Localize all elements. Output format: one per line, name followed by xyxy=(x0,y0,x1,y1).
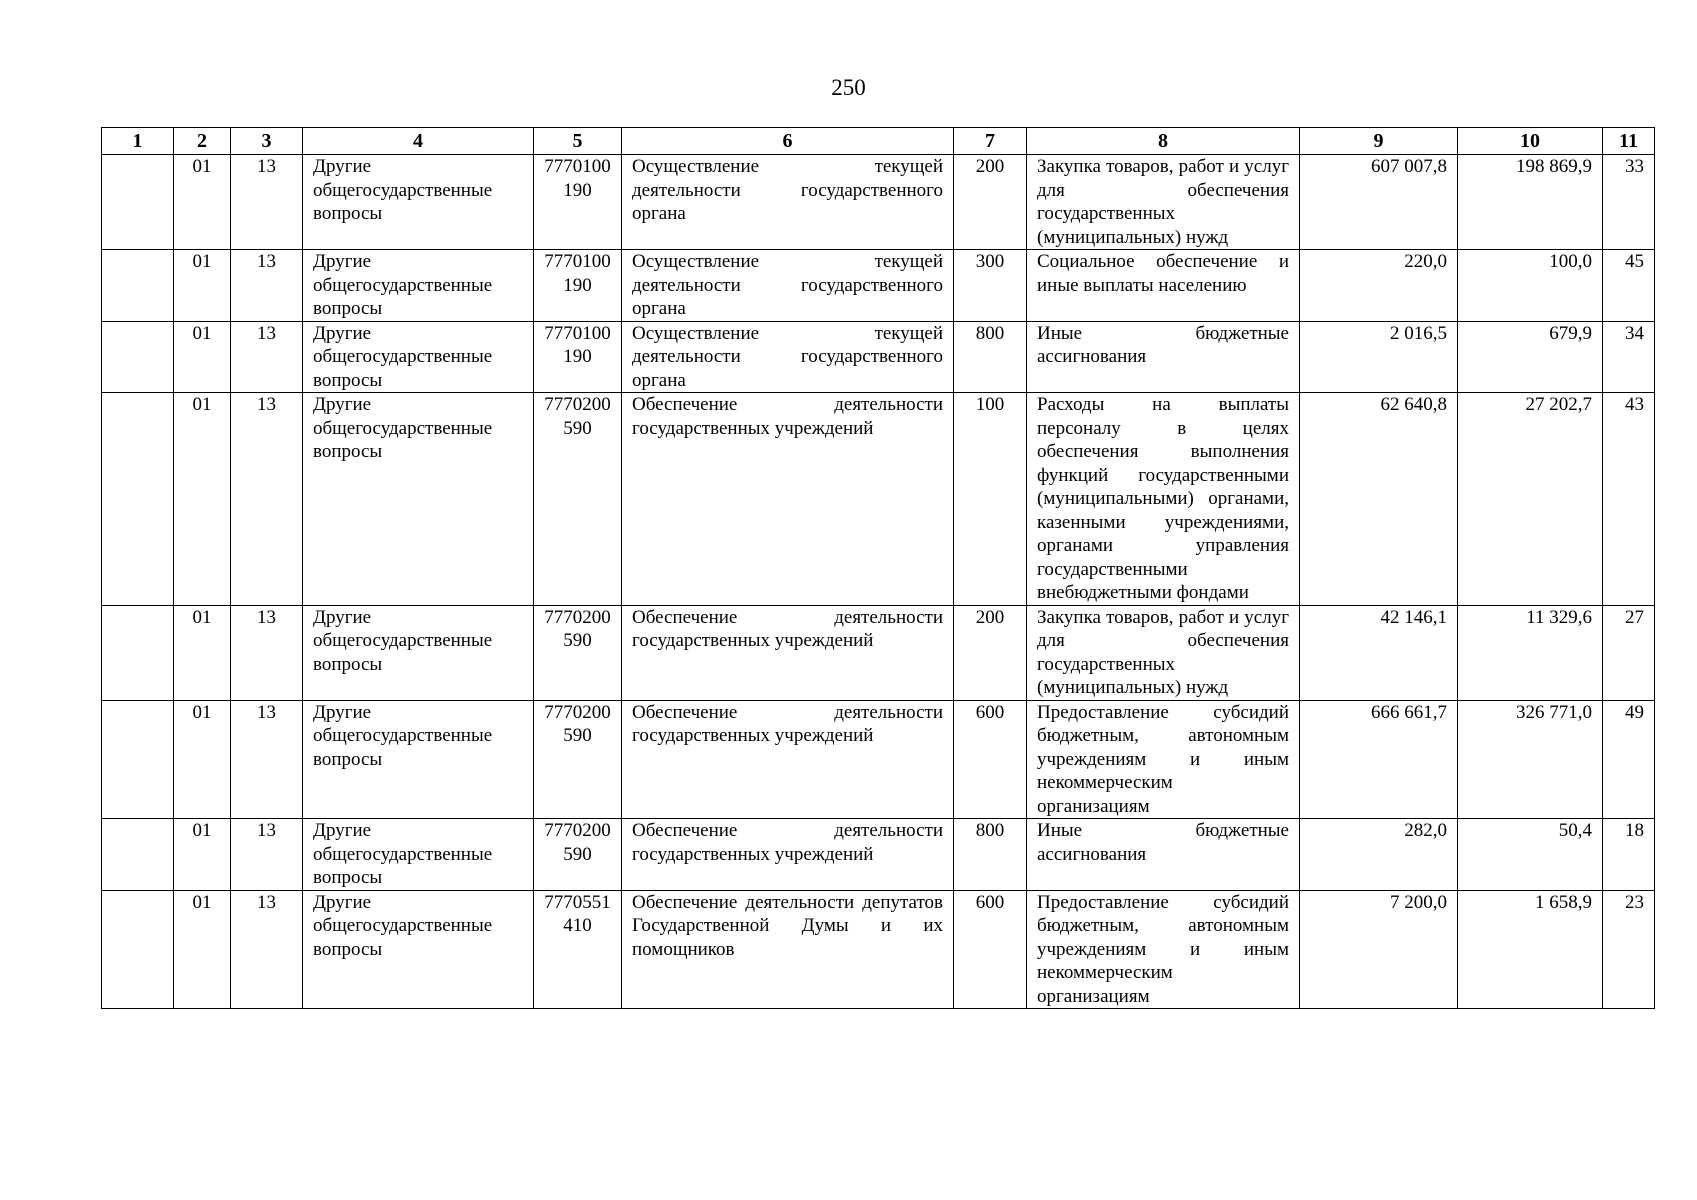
col-header-8: 8 xyxy=(1027,128,1300,155)
cell-expense-type-name: Закупка товаров, работ и услуг для обеспечения государственных (муниципальных) нужд xyxy=(1027,155,1300,250)
cell-executed-amount: 100,0 xyxy=(1458,250,1603,322)
cell-subsection: 13 xyxy=(231,819,303,891)
header-row xyxy=(102,128,1655,155)
cell-subsection: 13 xyxy=(231,700,303,819)
cell-target-article: 7770551410 xyxy=(534,890,622,1009)
cell-target-article: 7770100190 xyxy=(534,250,622,322)
cell-target-article: 7770200590 xyxy=(534,393,622,606)
table-row xyxy=(102,700,1655,819)
table-row xyxy=(102,819,1655,891)
cell-subsection-name: Другие общегосударственные вопросы xyxy=(303,321,534,393)
cell-planned-amount: 607 007,8 xyxy=(1300,155,1458,250)
cell-target-article: 7770200590 xyxy=(534,819,622,891)
cell-executed-amount: 27 202,7 xyxy=(1458,393,1603,606)
cell-target-article: 7770200590 xyxy=(534,700,622,819)
cell-article-name: Обеспечение деятельности государственных учреждений xyxy=(622,393,954,606)
cell-subsection-name: Другие общегосударственные вопросы xyxy=(303,819,534,891)
cell-subsection-name: Другие общегосударственные вопросы xyxy=(303,250,534,322)
cell-subsection-name: Другие общегосударственные вопросы xyxy=(303,155,534,250)
col-header-9: 9 xyxy=(1300,128,1458,155)
cell-article-name: Осуществление текущей деятельности государственного органа xyxy=(622,321,954,393)
cell-col1 xyxy=(102,250,174,322)
cell-expense-type-name: Иные бюджетные ассигнования xyxy=(1027,321,1300,393)
cell-section: 01 xyxy=(174,155,231,250)
budget-table xyxy=(101,127,1655,1009)
cell-expense-type-name: Предоставление субсидий бюджетным, автономным учреждениям и иным некоммерческим организациям xyxy=(1027,700,1300,819)
cell-expense-type: 200 xyxy=(954,605,1027,700)
cell-percent: 33 xyxy=(1603,155,1655,250)
cell-article-name: Осуществление текущей деятельности государственного органа xyxy=(622,155,954,250)
cell-percent: 49 xyxy=(1603,700,1655,819)
cell-percent: 45 xyxy=(1603,250,1655,322)
cell-col1 xyxy=(102,819,174,891)
cell-section: 01 xyxy=(174,700,231,819)
cell-article-name: Обеспечение деятельности государственных учреждений xyxy=(622,605,954,700)
col-header-4: 4 xyxy=(303,128,534,155)
cell-expense-type: 100 xyxy=(954,393,1027,606)
col-header-6: 6 xyxy=(622,128,954,155)
cell-expense-type-name: Предоставление субсидий бюджетным, автономным учреждениям и иным некоммерческим организациям xyxy=(1027,890,1300,1009)
cell-target-article: 7770100190 xyxy=(534,155,622,250)
cell-target-article: 7770100190 xyxy=(534,321,622,393)
cell-col1 xyxy=(102,605,174,700)
cell-planned-amount: 42 146,1 xyxy=(1300,605,1458,700)
cell-executed-amount: 198 869,9 xyxy=(1458,155,1603,250)
cell-section: 01 xyxy=(174,393,231,606)
col-header-10: 10 xyxy=(1458,128,1603,155)
cell-planned-amount: 282,0 xyxy=(1300,819,1458,891)
cell-article-name: Обеспечение деятельности государственных учреждений xyxy=(622,819,954,891)
cell-expense-type: 200 xyxy=(954,155,1027,250)
table-row xyxy=(102,890,1655,1009)
cell-expense-type: 300 xyxy=(954,250,1027,322)
cell-expense-type: 600 xyxy=(954,890,1027,1009)
col-header-7: 7 xyxy=(954,128,1027,155)
table-row xyxy=(102,605,1655,700)
table-row xyxy=(102,393,1655,606)
cell-subsection: 13 xyxy=(231,393,303,606)
cell-article-name: Обеспечение деятельности депутатов Государственной Думы и их помощников xyxy=(622,890,954,1009)
cell-percent: 23 xyxy=(1603,890,1655,1009)
col-header-11: 11 xyxy=(1603,128,1655,155)
cell-planned-amount: 220,0 xyxy=(1300,250,1458,322)
cell-subsection-name: Другие общегосударственные вопросы xyxy=(303,890,534,1009)
cell-expense-type-name: Социальное обеспечение и иные выплаты населению xyxy=(1027,250,1300,322)
cell-expense-type-name: Иные бюджетные ассигнования xyxy=(1027,819,1300,891)
cell-col1 xyxy=(102,393,174,606)
cell-col1 xyxy=(102,890,174,1009)
col-header-2: 2 xyxy=(174,128,231,155)
page-number: 250 xyxy=(831,75,866,100)
cell-percent: 34 xyxy=(1603,321,1655,393)
col-header-5: 5 xyxy=(534,128,622,155)
col-header-3: 3 xyxy=(231,128,303,155)
cell-subsection: 13 xyxy=(231,250,303,322)
cell-article-name: Обеспечение деятельности государственных учреждений xyxy=(622,700,954,819)
cell-col1 xyxy=(102,155,174,250)
cell-expense-type-name: Закупка товаров, работ и услуг для обеспечения государственных (муниципальных) нужд xyxy=(1027,605,1300,700)
cell-expense-type: 800 xyxy=(954,321,1027,393)
cell-planned-amount: 62 640,8 xyxy=(1300,393,1458,606)
cell-section: 01 xyxy=(174,605,231,700)
cell-executed-amount: 11 329,6 xyxy=(1458,605,1603,700)
cell-percent: 27 xyxy=(1603,605,1655,700)
cell-executed-amount: 679,9 xyxy=(1458,321,1603,393)
cell-executed-amount: 326 771,0 xyxy=(1458,700,1603,819)
cell-executed-amount: 1 658,9 xyxy=(1458,890,1603,1009)
cell-planned-amount: 2 016,5 xyxy=(1300,321,1458,393)
table-row xyxy=(102,321,1655,393)
cell-executed-amount: 50,4 xyxy=(1458,819,1603,891)
cell-subsection: 13 xyxy=(231,321,303,393)
table-row xyxy=(102,250,1655,322)
cell-section: 01 xyxy=(174,250,231,322)
cell-subsection-name: Другие общегосударственные вопросы xyxy=(303,393,534,606)
cell-col1 xyxy=(102,321,174,393)
cell-expense-type: 800 xyxy=(954,819,1027,891)
cell-percent: 18 xyxy=(1603,819,1655,891)
cell-subsection: 13 xyxy=(231,890,303,1009)
table-row xyxy=(102,155,1655,250)
cell-subsection-name: Другие общегосударственные вопросы xyxy=(303,605,534,700)
cell-subsection-name: Другие общегосударственные вопросы xyxy=(303,700,534,819)
cell-planned-amount: 7 200,0 xyxy=(1300,890,1458,1009)
col-header-1: 1 xyxy=(102,128,174,155)
cell-planned-amount: 666 661,7 xyxy=(1300,700,1458,819)
cell-subsection: 13 xyxy=(231,605,303,700)
cell-subsection: 13 xyxy=(231,155,303,250)
cell-section: 01 xyxy=(174,890,231,1009)
cell-article-name: Осуществление текущей деятельности государственного органа xyxy=(622,250,954,322)
cell-expense-type: 600 xyxy=(954,700,1027,819)
cell-expense-type-name: Расходы на выплаты персоналу в целях обеспечения выполнения функций государственными (муниципальными) органами, казенными учреждениями, органами управления государственными внебюджетными фондами xyxy=(1027,393,1300,606)
cell-target-article: 7770200590 xyxy=(534,605,622,700)
cell-section: 01 xyxy=(174,819,231,891)
cell-section: 01 xyxy=(174,321,231,393)
cell-col1 xyxy=(102,700,174,819)
cell-percent: 43 xyxy=(1603,393,1655,606)
